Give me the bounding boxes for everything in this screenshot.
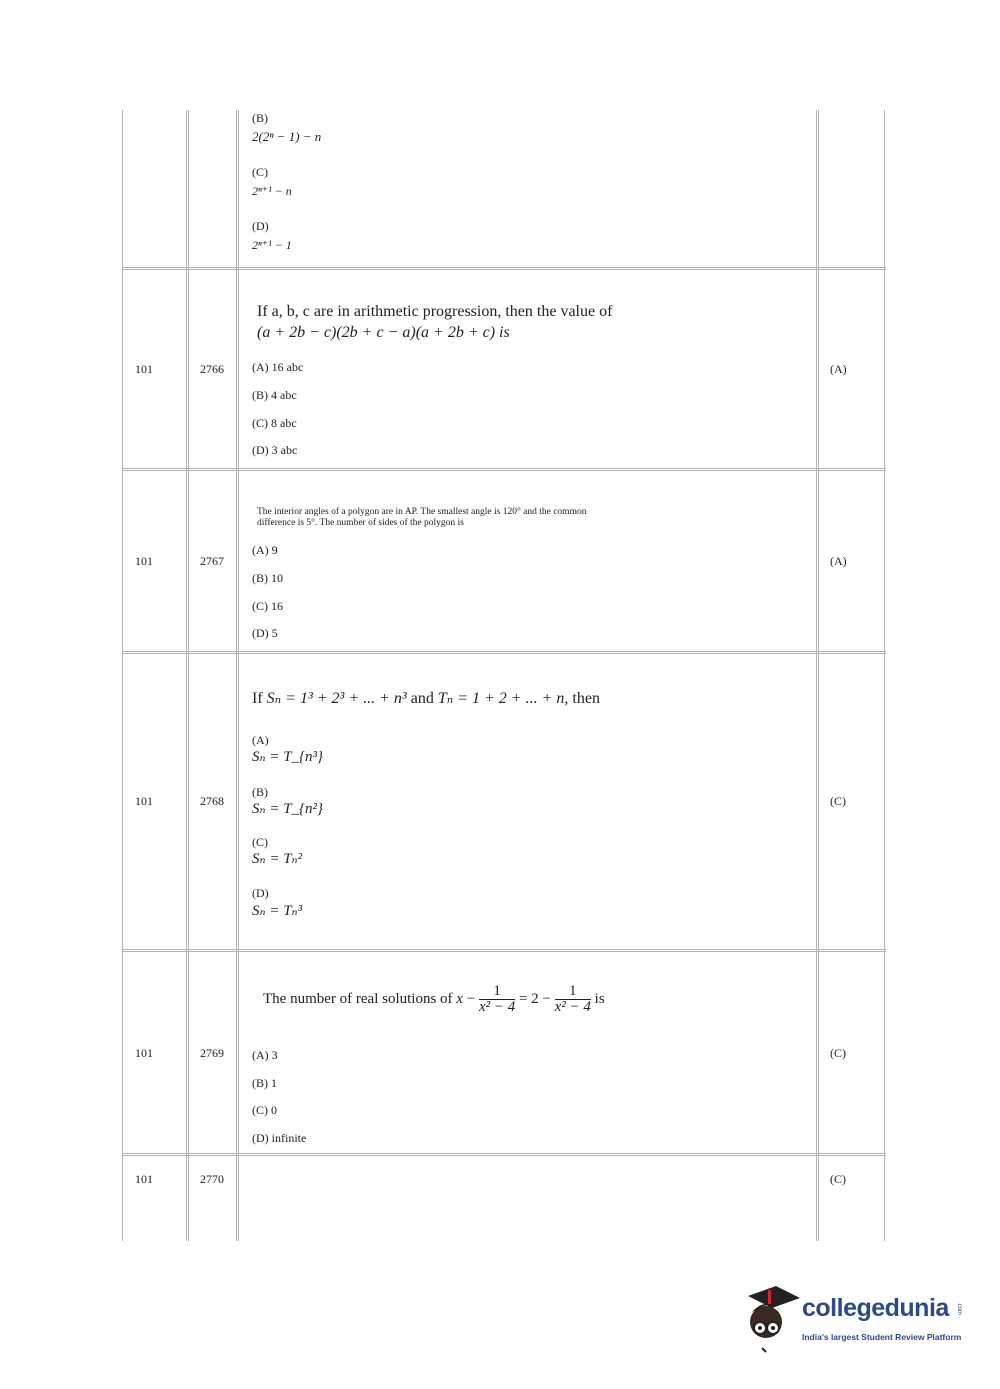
question-text [252, 688, 600, 708]
answer-key: (C) [830, 1046, 846, 1060]
mascot-icon [742, 1282, 802, 1354]
fraction-numerator: 1 [555, 984, 591, 1000]
fraction-denominator: x² − 4 [554, 999, 591, 1015]
question-variable: x [456, 990, 463, 1007]
question-expression: (a + 2b − c)(2b + c − a)(a + 2b + c) is [257, 324, 510, 341]
option-label: (A) [252, 733, 269, 747]
option-label: (D) [252, 219, 269, 233]
option-expression: Sₙ = T_{n²} [252, 801, 324, 817]
question-id: 2769 [200, 1046, 224, 1060]
fraction-denominator: x² − 4 [478, 999, 516, 1015]
paper-code: 101 [135, 1172, 153, 1186]
question-id: 2767 [200, 554, 224, 568]
option: (B) 10 [252, 571, 283, 585]
table-row [122, 952, 886, 1153]
table-row [122, 471, 886, 651]
question-expression: Tₙ = 1 + 2 + ... + n [437, 690, 565, 707]
option-expression: Sₙ = Tₙ² [252, 851, 303, 867]
option: (A) 3 [252, 1048, 278, 1062]
option-label: (B) [252, 785, 268, 799]
option: (D) infinite [252, 1131, 307, 1145]
table-row [122, 270, 886, 468]
answer-key: (A) [830, 362, 847, 376]
question-id: 2766 [200, 362, 224, 376]
option: (C) 0 [252, 1103, 277, 1117]
paper-code: 101 [135, 794, 153, 808]
question-id: 2768 [200, 794, 224, 808]
option-expression: Sₙ = T_{n³} [252, 749, 324, 765]
question-text-part: The number of real solutions of [263, 990, 457, 1007]
paper-code: 101 [135, 362, 153, 376]
option-label: (D) [252, 886, 269, 900]
collegedunia-logo [742, 1282, 972, 1354]
question-text-part: and [406, 690, 438, 707]
option: (D) 5 [252, 626, 278, 640]
answer-key: (A) [830, 554, 847, 568]
question-text-part: If [252, 690, 267, 707]
answer-key: (C) [830, 794, 846, 808]
question-text-part: is [590, 990, 605, 1007]
logo-wordmark: collegedunia [802, 1294, 949, 1322]
option-expression: Sₙ = Tₙ³ [252, 903, 303, 919]
option: (D) 3 abc [252, 443, 298, 457]
logo-tagline: India's largest Student Review Platform [802, 1332, 962, 1342]
option: (A) 9 [252, 543, 278, 557]
fraction [555, 984, 591, 1015]
question-expression: Sₙ = 1³ + 2³ + ... + n³ [266, 690, 407, 707]
question-table [122, 110, 886, 1241]
logo-suffix: .com [956, 1302, 962, 1316]
option-label: (C) [252, 835, 268, 849]
question-text-part: , then [564, 690, 600, 707]
option: (C) 16 [252, 599, 283, 613]
option: (A) 16 abc [252, 360, 304, 374]
option: (B) 1 [252, 1076, 277, 1090]
paper-code: 101 [135, 554, 153, 568]
fraction [479, 984, 515, 1015]
option-expression: 2ⁿ⁺¹ − 1 [252, 238, 292, 252]
question-text: difference is 5°. The number of sides of the polygon is [257, 518, 464, 528]
option-label: (C) [252, 165, 268, 179]
question-text: The interior angles of a polygon are in AP. The smallest angle is 120° and the common [257, 507, 587, 517]
table-row [122, 1156, 886, 1241]
paper-code: 101 [135, 1046, 153, 1060]
option: (B) 4 abc [252, 388, 297, 402]
question-id: 2770 [200, 1172, 224, 1186]
option-expression: 2(2ⁿ − 1) − n [252, 129, 322, 144]
question-text [263, 984, 605, 1015]
table-row [122, 654, 886, 949]
option-label: (B) [252, 111, 268, 125]
option: (C) 8 abc [252, 416, 297, 430]
option-expression: 2ⁿ⁺¹ − n [252, 184, 292, 198]
answer-key: (C) [830, 1172, 846, 1186]
fraction-numerator: 1 [479, 984, 515, 1000]
question-text: If a, b, c are in arithmetic progression, then the value of [257, 303, 613, 320]
question-text-part: = 2 − [515, 990, 555, 1007]
question-text-part: − [462, 990, 479, 1007]
